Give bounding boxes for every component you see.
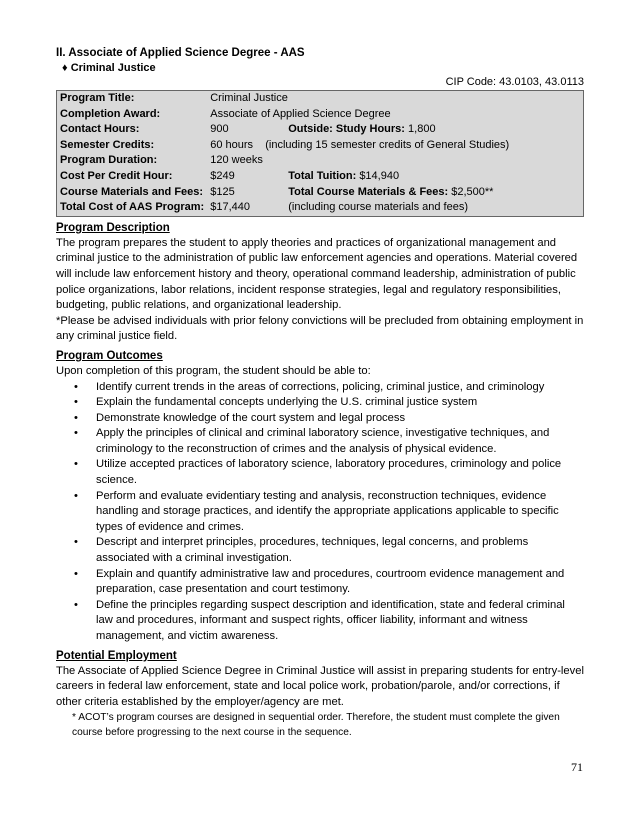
diamond-bullet-icon: ♦ [62,62,68,74]
duration-label: Program Duration: [60,154,158,167]
bullet-icon: • [74,536,78,549]
total-cost-note: (including course materials and fees) [288,201,468,214]
description-body: The program prepares the student to apply theories and practices of organizational management and criminal justice to the administration of public law enforcement agencies and operations. Material covered will include law enforcement history and theory, operational command leadership, administration of public police organizations, labor relations, incident response strategies, legal and regulatory responsibilities, budgeting, public relations, and organizational leadership. [56,236,578,312]
total-cost-label: Total Cost of AAS Program: [60,201,205,214]
table-row [57,122,584,138]
bullet-icon: • [74,567,78,580]
cost-per-credit-value: $249 [210,169,235,182]
outcomes-title: Program Outcomes [56,349,163,362]
bullet-icon: • [74,411,78,424]
sequence-note: * ACOT’s program courses are designed in sequential order. Therefore, the student must complete the given course before progressing to the next course in the sequence. [72,712,560,739]
bullet-icon: • [74,489,78,502]
list-item: • Explain the fundamental concepts underlying the U.S. criminal justice system [96,395,584,411]
materials-label: Course Materials and Fees: [60,185,204,198]
cip-code: CIP Code: 43.0103, 43.0113 [445,76,584,88]
program-heading [56,61,584,75]
table-row [57,185,584,201]
table-row [57,200,584,216]
list-item: • Explain and quantify administrative law and procedures, courtroom evidence management and preparation, case presentation and court testimony. [74,567,565,596]
semester-credits-label: Semester Credits: [60,138,155,151]
bullet-icon: • [74,427,78,440]
program-title-label: Program Title: [60,92,135,104]
list-item: • Perform and evaluate evidentiary testing and analysis, reconstruction techniques, evidence handling and storage practices, and identify the appropriate applications applicable to specific types of evidence and crimes. [74,489,559,533]
employment-body: The Associate of Applied Science Degree in Criminal Justice will assist in preparing students for entry-level careers in federal law enforcement, state and local police work, probation/parole, and/or corrections, if other criteria established by the employer/agency are met. [56,664,584,708]
list-item: • Demonstrate knowledge of the court system and legal process [96,411,584,427]
page-content [56,46,584,740]
total-tuition-label: Total Tuition: [288,169,357,182]
list-item: • Identify current trends in the areas of corrections, policing, criminal justice, and criminology [96,380,584,396]
list-item: • Define the principles regarding suspect description and identification, state and federal criminal law and procedures, informant and suspect rights, officer liability, informant and witness management, and victim awareness. [74,598,565,642]
table-row [57,107,584,123]
outcomes-list [56,380,584,645]
description-title: Program Description [56,221,170,234]
table-row [57,153,584,169]
table-row [57,91,584,107]
program-info-table [56,90,584,217]
section-title: II. Associate of Applied Science Degree - AAS [56,47,305,59]
total-materials [285,185,583,201]
list-item: • Descript and interpret principles, procedures, techniques, legal concerns, and problems associated with a criminal investigation. [74,536,529,565]
contact-hours-label: Contact Hours: [60,123,140,136]
page-number: 71 [571,760,583,774]
list-item: • Utilize accepted practices of laboratory science, laboratory procedures, criminology and police science. [74,458,562,487]
program-title-value: Criminal Justice [210,92,288,104]
program-name: Criminal Justice [70,62,156,74]
materials-value: $125 [210,185,235,198]
total-cost-value: $17,440 [210,201,250,214]
completion-label: Completion Award: [60,107,161,120]
total-materials-value: $2,500** [451,185,494,198]
contact-hours-value: 900 [210,123,229,136]
table-row [57,138,584,154]
duration-value: 120 weeks [210,154,263,167]
total-materials-label: Total Course Materials & Fees: [288,185,449,198]
outcomes-intro: Upon completion of this program, the student should be able to: [56,364,371,377]
outside-hours-value: 1,800 [408,123,436,136]
table-row [57,169,584,185]
list-item: • Apply the principles of clinical and criminal laboratory science, investigative techniques, and criminology to the reconstruction of crimes and the analysis of physical evidence. [74,427,550,455]
employment-title: Potential Employment [56,649,177,662]
outside-hours [285,122,583,138]
bullet-icon: • [74,458,78,471]
total-tuition [285,169,583,185]
bullet-icon: • [74,380,78,393]
bullet-icon: • [74,598,78,611]
completion-value: Associate of Applied Science Degree [210,107,391,120]
cost-per-credit-label: Cost Per Credit Hour: [60,169,173,182]
outside-hours-label: Outside: Study Hours: [288,123,405,136]
semester-credits-value: 60 hours (including 15 semester credits of General Studies) [210,138,510,151]
description-note: *Please be advised individuals with prior felony convictions will be precluded from obtaining employment in any criminal justice field. [56,314,584,343]
total-tuition-value: $14,940 [359,169,400,182]
bullet-icon: • [74,396,78,409]
